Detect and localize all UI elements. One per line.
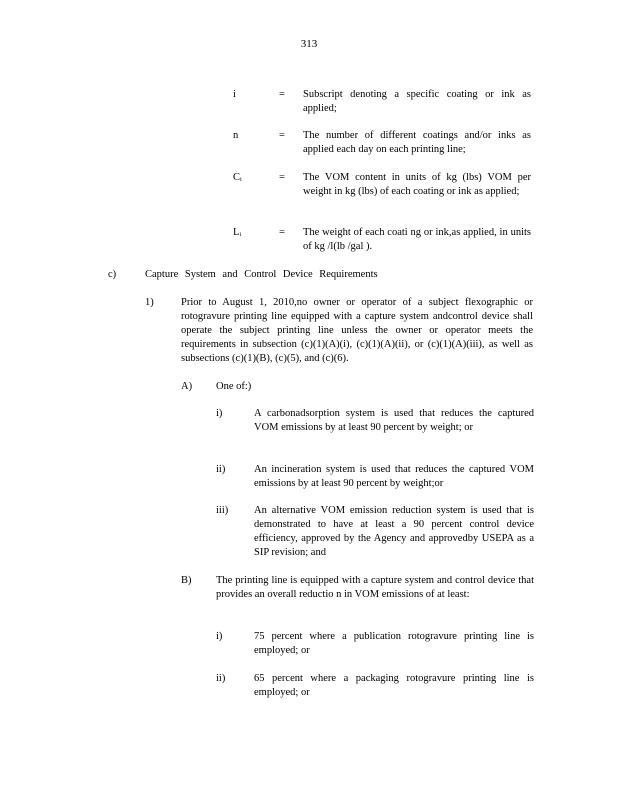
definition-equals: =	[279, 89, 285, 100]
definition-equals: =	[279, 227, 285, 238]
clause-text: An alternative VOM emission reduction system is used that is demonstrated to have at least a 90 percent control device efficiency, approved by the Agency and approvedby USEPA as a SIP revision; and	[254, 505, 534, 558]
subsection-text: The printing line is equipped with a capture system and control device that provides an overall reductio n in VOM emissions of at least:	[216, 575, 534, 600]
section-label: c)	[108, 269, 117, 280]
clause-text: 65 percent where a packaging rotogravure printing line is employed; or	[254, 673, 534, 698]
clause-label: i)	[216, 408, 223, 419]
page-number: 313	[300, 38, 318, 50]
section-title: Capture System and Control Device Requirements	[145, 269, 378, 280]
definition-text: The weight of each coati ng or ink,as applied, in units of kg /l(lb /gal ).	[303, 227, 531, 252]
definition-text: The VOM content in units of kg (lbs) VOM per weight in kg (lbs) of each coating or ink as applied;	[303, 172, 531, 197]
definition-text: Subscript denoting a specific coating or ink as applied;	[303, 89, 531, 114]
item-text: Prior to August 1, 2010,no owner or operator of a subject flexographic or rotogravure printing line equipped with a capture system andcontrol device shall operate the subject printing line unless the owner or operator meets the requirements in subsection (c)(1)(A)(i), (c)(1)(A)(ii), or (c)(1)(A)(iii), as well as subsections (c)(1)(B), (c)(5), and (c)(6).	[181, 297, 533, 364]
item-label: 1)	[145, 297, 154, 308]
definition-text: The number of different coatings and/or inks as applied each day on each printing line;	[303, 130, 531, 155]
definition-symbol: Cᵢ	[233, 172, 242, 183]
subsection-label: A)	[181, 381, 193, 392]
definition-symbol: Lᵢ	[233, 227, 242, 238]
definition-symbol: n	[233, 130, 239, 141]
clause-text: An incineration system is used that reduces the captured VOM emissions by at least 90 percent by weight;or	[254, 464, 534, 489]
clause-label: i)	[216, 631, 223, 642]
definition-symbol: i	[233, 89, 236, 100]
clause-text: A carbonadsorption system is used that reduces the captured VOM emissions by at least 90 percent by weight; or	[254, 408, 534, 433]
definition-equals: =	[279, 172, 285, 183]
clause-label: iii)	[216, 505, 229, 516]
subsection-text: One of:)	[216, 381, 252, 392]
clause-text: 75 percent where a publication rotogravure printing line is employed; or	[254, 631, 534, 656]
definition-equals: =	[279, 130, 285, 141]
clause-label: ii)	[216, 464, 226, 475]
clause-label: ii)	[216, 673, 226, 684]
subsection-label: B)	[181, 575, 192, 586]
